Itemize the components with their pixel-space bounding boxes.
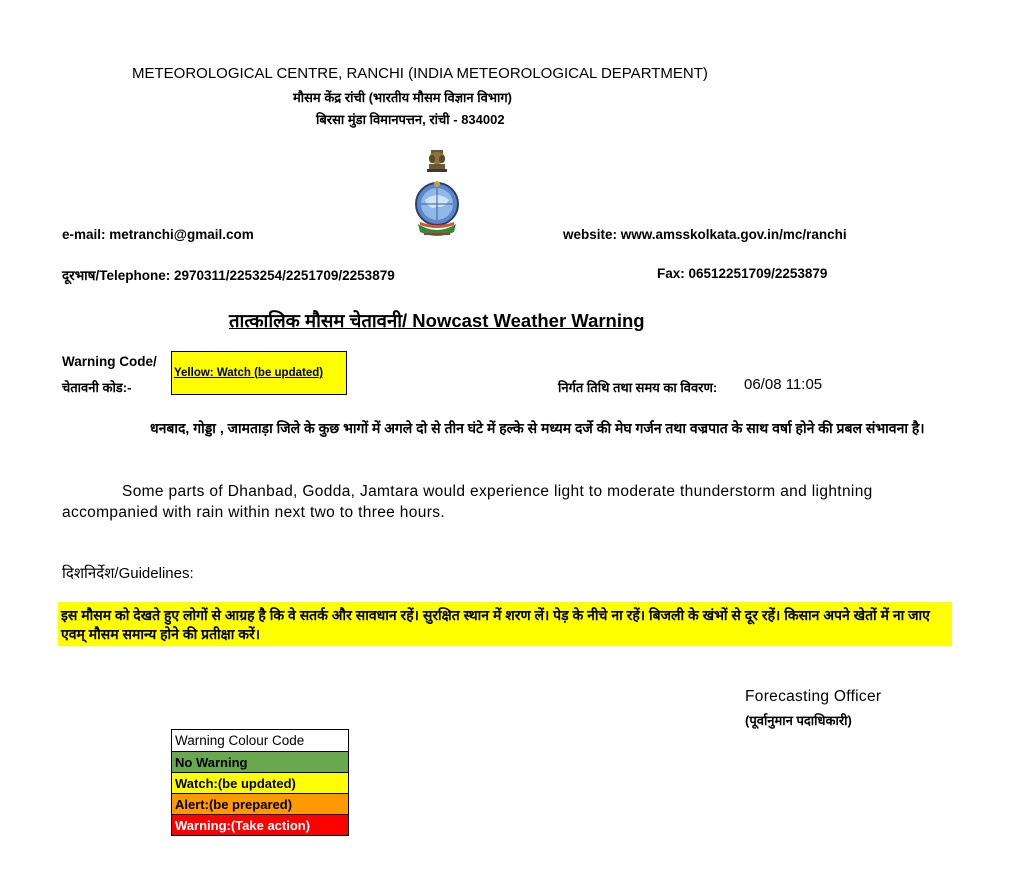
forecast-english: Some parts of Dhanbad, Godda, Jamtara would experience light to moderate thunderstorm and lightning accompanied with rain within next two to three hours. xyxy=(62,483,873,521)
header-address: बिरसा मुंडा विमानपत्तन, रांची - 834002 xyxy=(316,112,505,127)
page-title: तात्कालिक मौसम चेतावनी/ Nowcast Weather Warning xyxy=(229,310,645,331)
header-title-hindi: मौसम केंद्र रांची (भारतीय मौसम विज्ञान विभाग) xyxy=(293,90,512,105)
legend-heading: Warning Colour Code xyxy=(172,730,348,751)
legend-item-warning: Warning:(Take action) xyxy=(172,814,348,835)
legend-item-alert: Alert:(be prepared) xyxy=(172,793,348,814)
contact-telephone: दूरभाष/Telephone: 2970311/2253254/2251709/2253879 xyxy=(62,268,395,283)
issue-datetime-label: निर्गत तिथि तथा समय का विवरण: xyxy=(558,380,718,395)
warning-code-label-hindi: चेतावनी कोड:- xyxy=(62,380,132,395)
forecast-hindi: धनबाद, गोड्डा , जामताड़ा जिले के कुछ भागों में अगले दो से तीन घंटे में हल्के से मध्यम दर्जे की मेघ गर्जन तथा वज्रपात के साथ वर्षा होने की प्रबल संभावना है। xyxy=(150,420,925,436)
warning-code-value: Yellow: Watch (be updated) xyxy=(174,367,324,379)
guidelines-label: दिशनिर्देश/Guidelines: xyxy=(62,565,194,582)
forecasting-officer-title-hindi: (पूर्वानुमान पदाधिकारी) xyxy=(745,713,852,728)
legend-item-no-warning: No Warning xyxy=(172,751,348,772)
issue-datetime-value: 06/08 11:05 xyxy=(744,376,823,393)
warning-code-badge xyxy=(171,351,347,395)
guidelines-highlight xyxy=(58,602,952,646)
warning-colour-legend xyxy=(171,729,349,836)
national-emblem-imd-logo-icon xyxy=(412,148,462,242)
forecasting-officer-title: Forecasting Officer xyxy=(745,688,882,705)
contact-website: website: www.amsskolkata.gov.in/mc/ranchi xyxy=(563,227,847,242)
warning-code-label-english: Warning Code/ xyxy=(62,354,157,369)
legend-item-watch: Watch:(be updated) xyxy=(172,772,348,793)
contact-fax: Fax: 06512251709/2253879 xyxy=(657,266,828,281)
header-title-english: METEOROLOGICAL CENTRE, RANCHI (INDIA METEOROLOGICAL DEPARTMENT) xyxy=(132,65,708,82)
guidelines-text: इस मौसम को देखते हुए लोगों से आग्रह है कि वे सतर्क और सावधान रहें। सुरक्षित स्थान में शरण लें। पेड़ के नीचे ना रहें। बिजली के खंभों से दूर रहें। किसान अपने खेतों में ना जाए एवम् मौसम समान्य होने की प्रतीक्षा करें। xyxy=(61,607,930,642)
contact-email: e-mail: metranchi@gmail.com xyxy=(62,227,254,242)
